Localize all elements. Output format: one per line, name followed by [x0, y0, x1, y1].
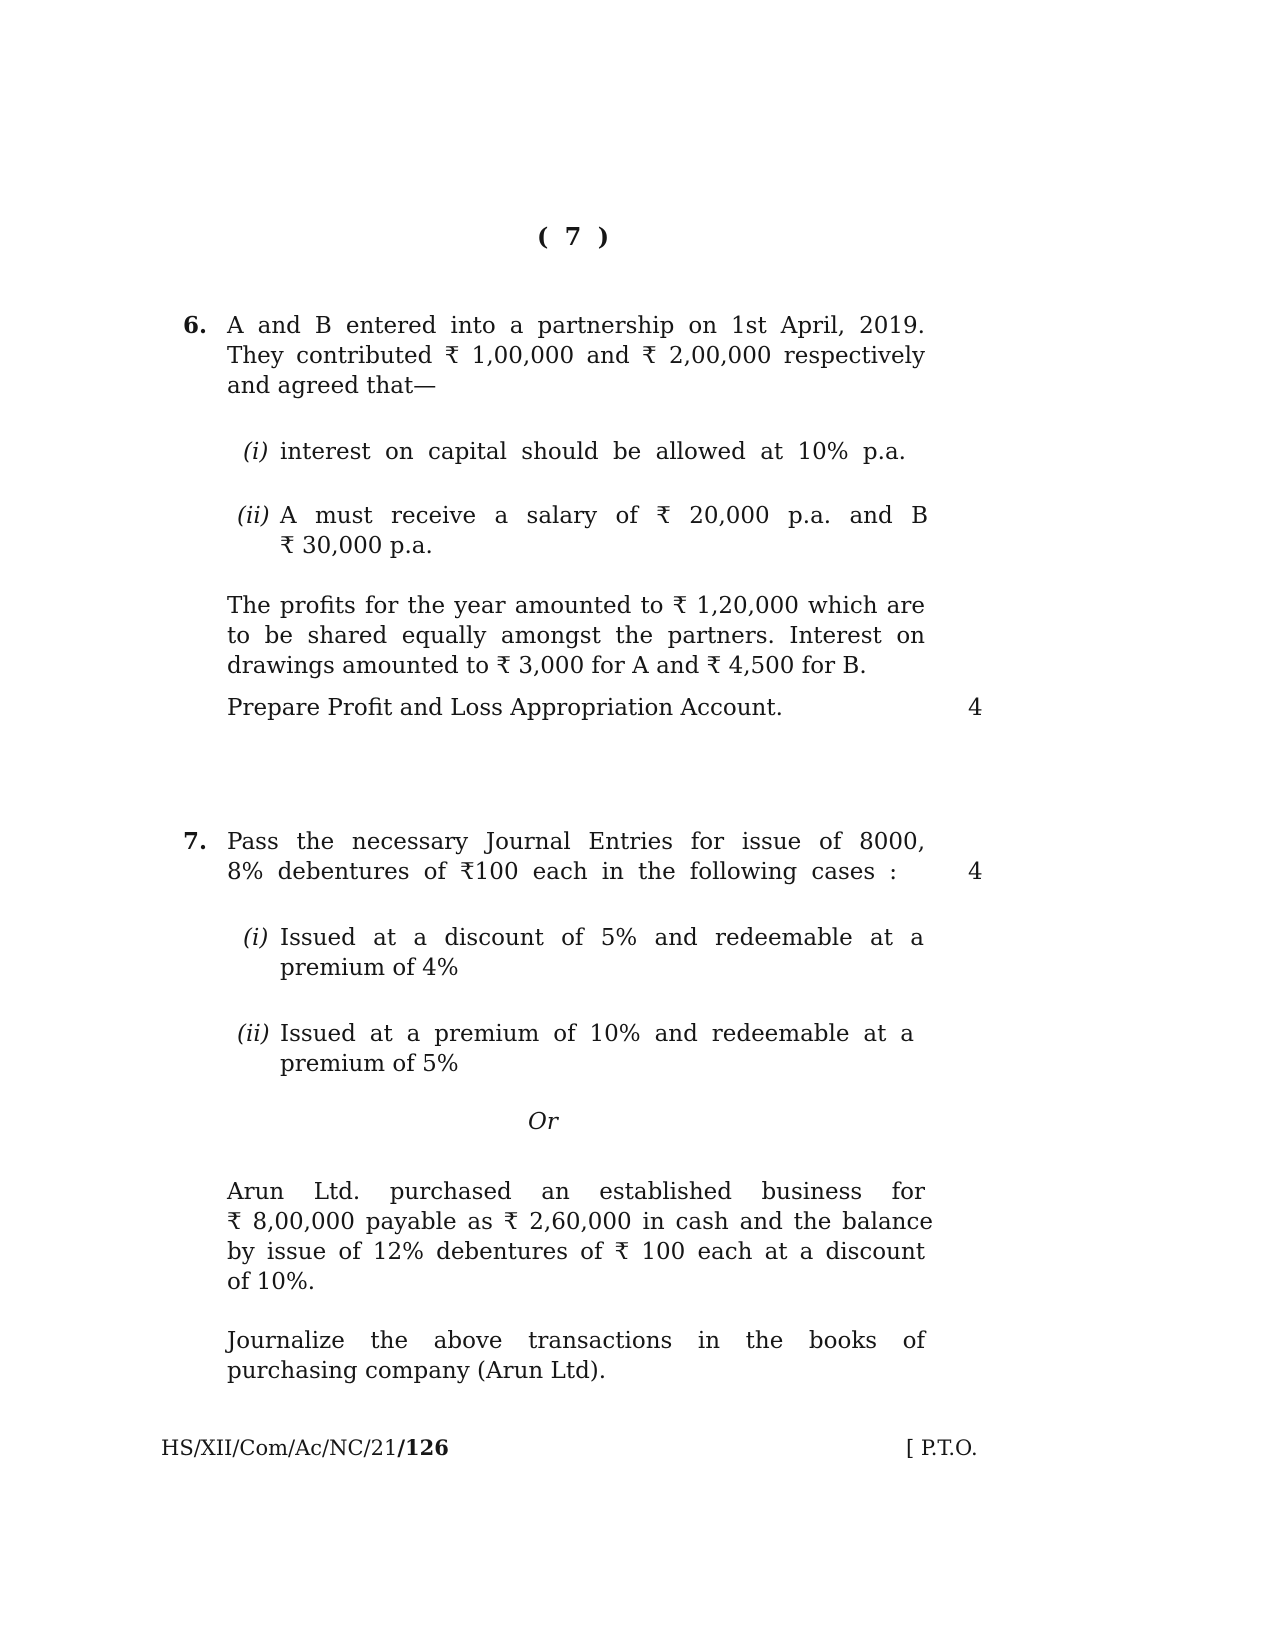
question-text-line: drawings amounted to ₹ 3,000 for A and ₹ 4,500 for B.	[227, 653, 867, 679]
item-label: (ii)	[237, 503, 270, 529]
question-text-line: They contributed ₹ 1,00,000 and ₹ 2,00,000 respectively	[227, 343, 925, 369]
question-instruction: Prepare Profit and Loss Appropriation Account.	[227, 695, 783, 721]
item-text-line: premium of 4%	[280, 955, 459, 981]
paper-code	[161, 1434, 449, 1462]
item-text-line: premium of 5%	[280, 1051, 459, 1077]
item-text-line: Issued at a discount of 5% and redeemable at a	[280, 925, 924, 951]
question-text-line: ₹ 8,00,000 payable as ₹ 2,60,000 in cash and the balance	[227, 1209, 933, 1235]
question-text-line: A and B entered into a partnership on 1st April, 2019.	[227, 313, 925, 339]
question-instruction: purchasing company (Arun Ltd).	[227, 1358, 607, 1384]
question-text-line: of 10%.	[227, 1269, 316, 1295]
item-text-line: Issued at a premium of 10% and redeemable at a	[280, 1021, 914, 1047]
question-text-line: The profits for the year amounted to ₹ 1,20,000 which are	[227, 593, 925, 619]
marks: 4	[968, 695, 983, 721]
paper-code-prefix: HS/XII/Com/Ac/NC/21	[161, 1436, 398, 1460]
question-text-line: Arun Ltd. purchased an established business for	[227, 1179, 925, 1205]
or-separator: Or	[528, 1109, 558, 1135]
item-text-line: ₹ 30,000 p.a.	[280, 533, 433, 559]
page-number: ( 7 )	[536, 222, 614, 251]
question-number: 6.	[183, 312, 208, 339]
paper-code-suffix: /126	[397, 1435, 449, 1460]
item-label: (i)	[243, 925, 269, 951]
item-text-line: A must receive a salary of ₹ 20,000 p.a. and B	[280, 503, 928, 529]
question-text-line: by issue of 12% debentures of ₹ 100 each at a discount	[227, 1239, 925, 1265]
question-text-line: to be shared equally amongst the partners. Interest on	[227, 623, 925, 649]
marks: 4	[968, 859, 983, 885]
question-text-line: 8% debentures of ₹100 each in the following cases :	[227, 859, 897, 885]
question-text-line: Pass the necessary Journal Entries for issue of 8000,	[227, 829, 925, 855]
question-instruction: Journalize the above transactions in the books of	[227, 1328, 925, 1354]
item-label: (i)	[243, 439, 269, 465]
question-number: 7.	[183, 828, 208, 855]
item-label: (ii)	[237, 1021, 270, 1047]
question-text-line: and agreed that—	[227, 373, 437, 399]
item-text-line: interest on capital should be allowed at 10% p.a.	[280, 439, 906, 465]
pto-marker: [ P.T.O.	[906, 1436, 978, 1460]
